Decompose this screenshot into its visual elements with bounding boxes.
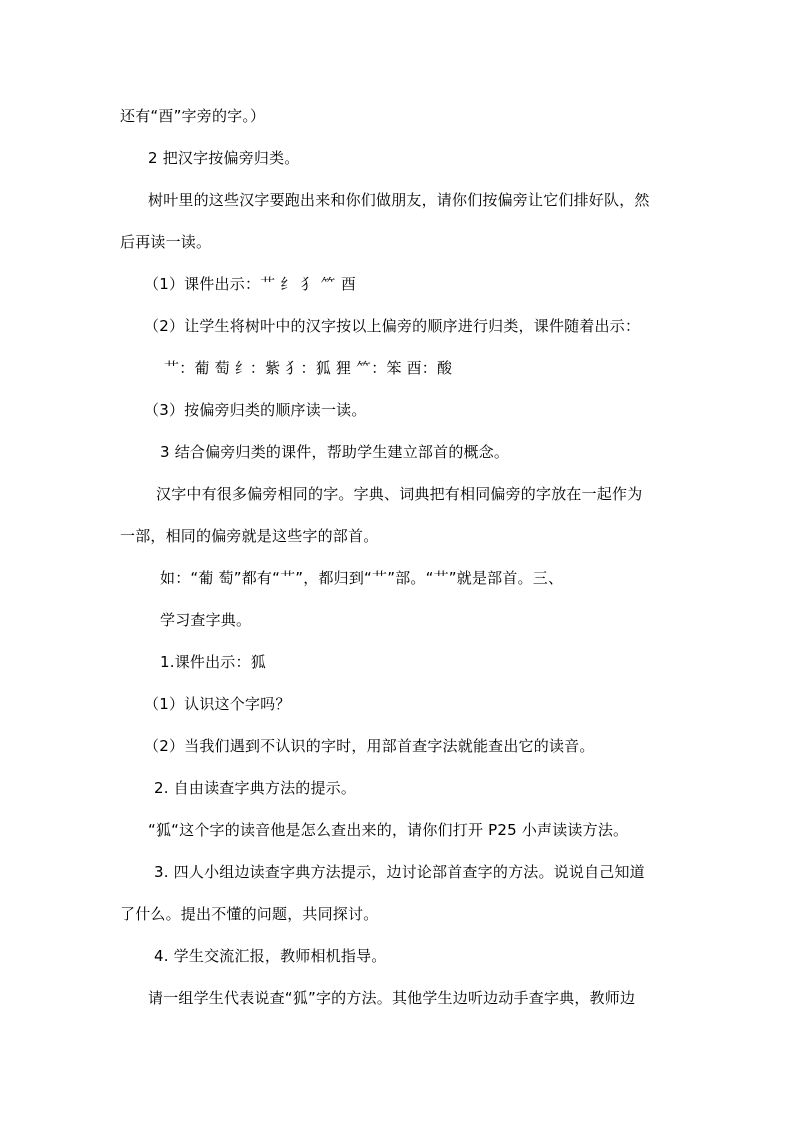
text-line: 后再读一读。 <box>120 233 212 251</box>
text-line: 3 结合偏旁归类的课件，帮助学生建立部首的概念。 <box>160 443 510 461</box>
text-line: 艹：葡 萄 纟：紫 犭：狐 狸 ⺮：笨 酉：酸 <box>164 359 453 377</box>
text-line: 还有“酉”字旁的字。） <box>120 107 266 125</box>
text-line: 树叶里的这些汉字要跑出来和你们做朋友，请你们按偏旁让它们排好队，然 <box>148 191 650 209</box>
text-line: 了什么。提出不懂的问题，共同探讨。 <box>120 905 379 923</box>
text-line: 1.课件出示：狐 <box>160 653 266 671</box>
text-line: 汉字中有很多偏旁相同的字。字典、词典把有相同偏旁的字放在一起作为 <box>156 485 643 503</box>
text-line: 学习查字典。 <box>160 611 252 629</box>
text-line: （1）认识这个字吗？ <box>144 695 291 713</box>
text-line: 一部，相同的偏旁就是这些字的部首。 <box>120 527 379 545</box>
text-line: （1）课件出示：艹 纟 犭 ⺮ 酉 <box>144 275 357 293</box>
text-line: 如：“葡 萄”都有“艹”，都归到“艹”部。“艹”就是部首。三、 <box>160 569 564 587</box>
text-line: （3）按偏旁归类的顺序读一读。 <box>144 401 367 419</box>
text-line: “狐“这个字的读音他是怎么查出来的，请你们打开 P25 小声读读方法。 <box>148 821 629 839</box>
text-line: 3. 四人小组边读查字典方法提示，边讨论部首查字的方法。说说自己知道 <box>154 863 645 881</box>
text-line: （2）当我们遇到不认识的字时，用部首查字法就能查出它的读音。 <box>144 737 595 755</box>
text-line: 请一组学生代表说查“狐”字的方法。其他学生边听边动手查字典，教师边 <box>148 989 636 1007</box>
text-line: 4. 学生交流汇报，教师相机指导。 <box>154 947 387 965</box>
text-line: 2 把汉字按偏旁归类。 <box>148 149 300 167</box>
text-line: 2. 自由读查字典方法的提示。 <box>154 779 357 797</box>
text-line: （2）让学生将树叶中的汉字按以上偏旁的顺序进行归类，课件随着出示： <box>144 317 641 335</box>
